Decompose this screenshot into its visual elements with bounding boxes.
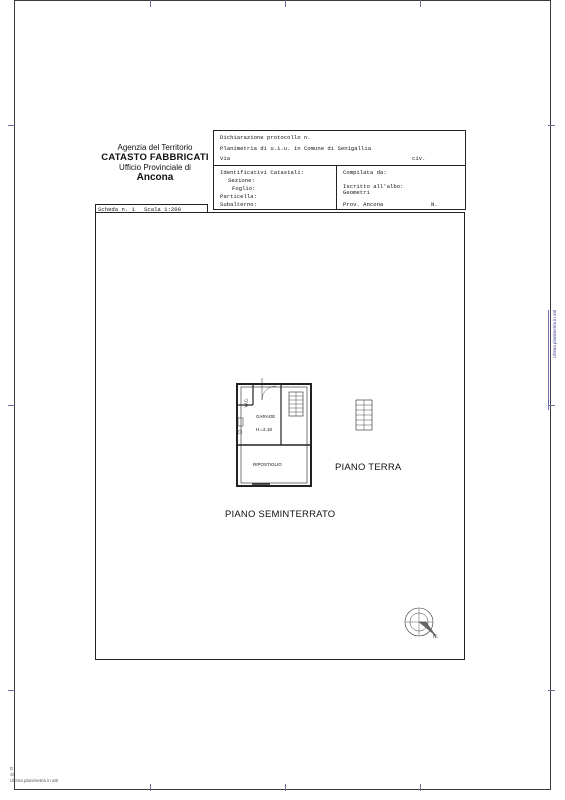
catasto-title: CATASTO FABBRICATI — [101, 152, 209, 163]
footer-code-2: Si — [10, 772, 15, 777]
province-label: Prov. Ancona — [343, 201, 384, 208]
ripostiglio-label: RIPOSTIGLIO — [253, 462, 282, 467]
agency-name: Agenzia del Territorio — [117, 143, 193, 152]
via-label: Via — [220, 155, 231, 162]
piano-seminterrato-title: PIANO SEMINTERRATO — [225, 509, 336, 520]
declaration-protocol: Dichiarazione protocollo n. — [220, 134, 311, 141]
garage-height-label: H.=2.18 — [256, 427, 272, 432]
piano-terra-title: PIANO TERRA — [335, 462, 402, 473]
scheda-number: Scheda n. 1 — [98, 206, 135, 213]
declaration-municipality: Planimetria di u.i.u. in Comune di Senigallia — [220, 145, 372, 152]
piano-terra-stair — [356, 400, 372, 430]
seminterrato-plan — [237, 378, 311, 486]
iscritto-label: Iscritto all'albo: — [343, 183, 404, 190]
sezione-label: Sezione: — [228, 177, 255, 184]
scheda-scale: Scala 1:200 — [144, 206, 181, 213]
particella-label: Particella: — [220, 193, 257, 200]
foglio-label: Foglio: — [232, 185, 256, 192]
margin-side-note: Ultima planimetria in atti — [552, 309, 557, 358]
compass-rose — [405, 608, 436, 636]
compiler-title: Compilata da: — [343, 169, 387, 176]
identifiers-title: Identificativi Catastali: — [220, 169, 304, 176]
office-city: Ancona — [136, 172, 174, 183]
registration-number-label: N. — [431, 201, 438, 208]
profession-label: Geometri — [343, 189, 370, 196]
civ-label: civ. — [412, 155, 426, 162]
north-label: N. — [433, 634, 438, 640]
office-label: Ufficio Provinciale di — [119, 163, 191, 172]
footer-code-1: D — [10, 766, 14, 771]
footer-note: Ultima planimetria in atti — [10, 778, 59, 783]
garage-label: GARAGE — [256, 414, 276, 419]
wc-label: W.C. — [243, 397, 249, 408]
subalterno-label: Subalterno: — [220, 201, 257, 208]
